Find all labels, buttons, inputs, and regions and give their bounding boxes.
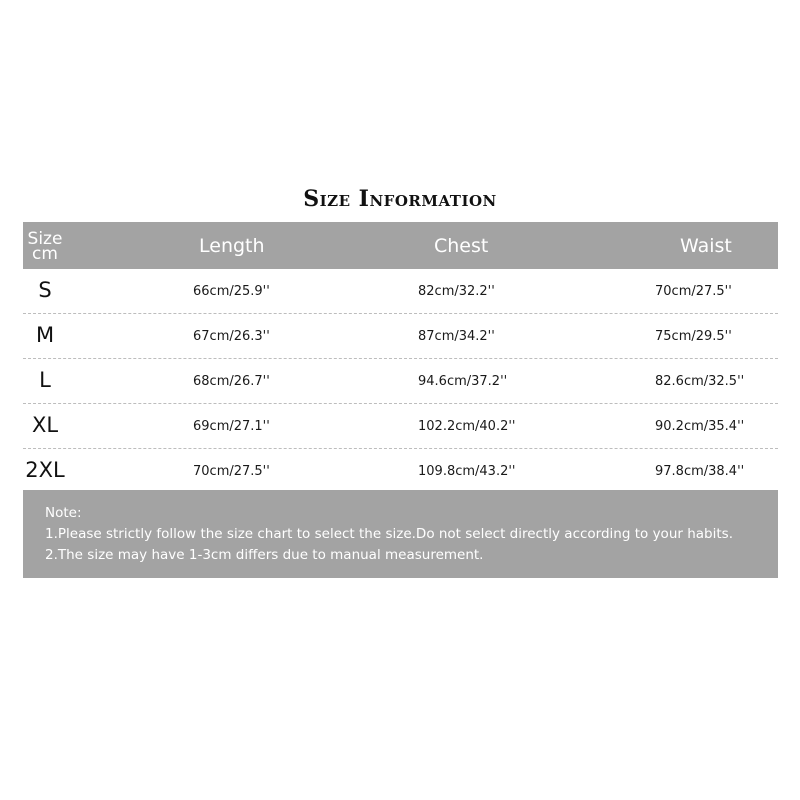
size-label: 2XL	[25, 458, 65, 482]
table-row	[23, 404, 778, 449]
size-header-top: Size	[27, 229, 63, 249]
table-row	[23, 314, 778, 359]
chest-cell: 109.8cm/43.2''	[418, 464, 516, 479]
waist-cell: 97.8cm/38.4''	[655, 464, 745, 479]
waist-cell: 75cm/29.5''	[655, 329, 732, 344]
waist-cell: 82.6cm/32.5''	[655, 374, 745, 389]
chest-column-header: Chest	[434, 235, 489, 257]
length-cell: 66cm/25.9''	[193, 284, 270, 299]
size-label: S	[38, 278, 52, 302]
chest-cell: 87cm/34.2''	[418, 329, 495, 344]
length-cell: 67cm/26.3''	[193, 329, 270, 344]
size-label: L	[39, 368, 51, 392]
table-row	[23, 359, 778, 404]
size-label: M	[35, 323, 55, 347]
table-row	[23, 269, 778, 314]
table-header	[23, 222, 778, 269]
page-title: Size Information	[303, 186, 497, 212]
length-cell: 69cm/27.1''	[193, 419, 270, 434]
waist-cell: 90.2cm/35.4''	[655, 419, 745, 434]
size-column-header	[23, 229, 67, 264]
note-line: 1.Please strictly follow the size chart to select the size.Do not select directly according to your habits.	[45, 526, 733, 542]
note-line: 2.The size may have 1-3cm differs due to manual measurement.	[45, 547, 484, 563]
length-cell: 68cm/26.7''	[193, 374, 270, 389]
table-row	[23, 449, 778, 493]
chest-cell: 82cm/32.2''	[418, 284, 495, 299]
waist-cell: 70cm/27.5''	[655, 284, 732, 299]
chest-cell: 94.6cm/37.2''	[418, 374, 508, 389]
waist-column-header: Waist	[680, 235, 732, 257]
size-label: XL	[31, 413, 59, 437]
length-cell: 70cm/27.5''	[193, 464, 270, 479]
size-table	[23, 222, 778, 493]
length-column-header: Length	[199, 235, 265, 257]
chest-cell: 102.2cm/40.2''	[418, 419, 516, 434]
note-heading: Note:	[45, 505, 82, 521]
size-header-bottom: cm	[32, 244, 58, 264]
note-box	[23, 490, 778, 578]
